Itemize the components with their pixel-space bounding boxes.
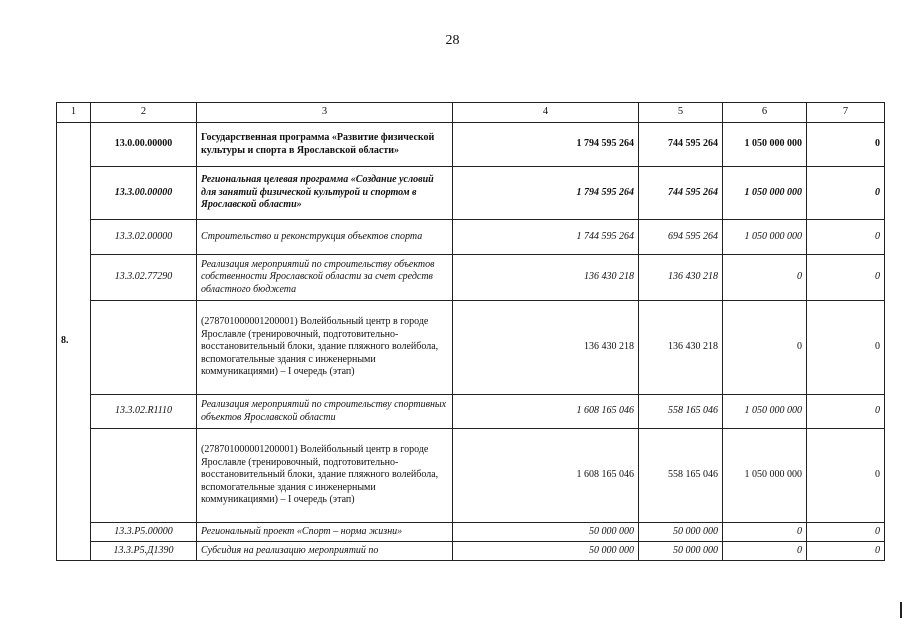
row-col5: 744 595 264 [639, 167, 723, 220]
row-col7: 0 [807, 255, 885, 301]
table-row [57, 395, 885, 429]
table-row [57, 301, 885, 395]
row-name: Государственная программа «Развитие физической культуры и спорта в Ярославской области» [197, 123, 453, 167]
col-header-4: 4 [453, 103, 639, 123]
row-name: Строительство и реконструкция объектов спорта [197, 220, 453, 255]
row-name: Региональный проект «Спорт – норма жизни» [197, 523, 453, 542]
row-col6: 0 [723, 301, 807, 395]
row-col6: 1 050 000 000 [723, 167, 807, 220]
row-code: 13.3.P5.00000 [91, 523, 197, 542]
header-row [57, 103, 885, 123]
row-col6: 0 [723, 542, 807, 561]
table-row [57, 429, 885, 523]
row-col5: 136 430 218 [639, 301, 723, 395]
row-code [91, 301, 197, 395]
row-name: Субсидия на реализацию мероприятий по [197, 542, 453, 561]
page-number: 28 [445, 33, 460, 48]
row-code: 13.3.02.R1110 [91, 395, 197, 429]
row-col6: 1 050 000 000 [723, 395, 807, 429]
table-row [57, 167, 885, 220]
row-col5: 694 595 264 [639, 220, 723, 255]
row-col6: 0 [723, 255, 807, 301]
table-row [57, 523, 885, 542]
row-code: 13.0.00.00000 [91, 123, 197, 167]
row-col4: 1 794 595 264 [453, 123, 639, 167]
row-col5: 50 000 000 [639, 542, 723, 561]
margin-mark [900, 602, 902, 618]
table-row [57, 123, 885, 167]
row-col6: 0 [723, 523, 807, 542]
col-header-7: 7 [807, 103, 885, 123]
table-row [57, 220, 885, 255]
row-name: (278701000001200001) Волейбольный центр в городе Ярославле (тренировочный, подготовительно-восстановительный блоки, здание пляжного волейбола, вспомогательные здания с инженерными коммуникациями) – I очередь (этап) [197, 429, 453, 523]
row-code: 13.3.P5.Д1390 [91, 542, 197, 561]
row-code: 13.3.00.00000 [91, 167, 197, 220]
row-col6: 1 050 000 000 [723, 429, 807, 523]
row-col4: 136 430 218 [453, 301, 639, 395]
row-col4: 1 744 595 264 [453, 220, 639, 255]
row-col4: 50 000 000 [453, 542, 639, 561]
section-number: 8. [57, 123, 91, 561]
row-col6: 1 050 000 000 [723, 220, 807, 255]
row-col5: 744 595 264 [639, 123, 723, 167]
row-col7: 0 [807, 220, 885, 255]
budget-table [56, 102, 885, 561]
row-col4: 1 794 595 264 [453, 167, 639, 220]
col-header-5: 5 [639, 103, 723, 123]
row-col7: 0 [807, 542, 885, 561]
row-name: Региональная целевая программа «Создание условий для занятий физической культурой и спортом в Ярославской области» [197, 167, 453, 220]
col-header-2: 2 [91, 103, 197, 123]
col-header-6: 6 [723, 103, 807, 123]
row-code: 13.3.02.77290 [91, 255, 197, 301]
row-col7: 0 [807, 429, 885, 523]
row-col4: 1 608 165 046 [453, 395, 639, 429]
row-col7: 0 [807, 167, 885, 220]
table-row [57, 255, 885, 301]
row-code [91, 429, 197, 523]
row-col7: 0 [807, 301, 885, 395]
row-col5: 136 430 218 [639, 255, 723, 301]
row-col6: 1 050 000 000 [723, 123, 807, 167]
row-col7: 0 [807, 395, 885, 429]
row-code: 13.3.02.00000 [91, 220, 197, 255]
row-col4: 136 430 218 [453, 255, 639, 301]
row-col7: 0 [807, 523, 885, 542]
row-col4: 50 000 000 [453, 523, 639, 542]
col-header-3: 3 [197, 103, 453, 123]
col-header-1: 1 [57, 103, 91, 123]
row-col5: 558 165 046 [639, 395, 723, 429]
row-col5: 50 000 000 [639, 523, 723, 542]
row-name: Реализация мероприятий по строительству объектов собственности Ярославской области за счет средств областного бюджета [197, 255, 453, 301]
row-name: (278701000001200001) Волейбольный центр в городе Ярославле (тренировочный, подготовительно-восстановительный блоки, здание пляжного волейбола, вспомогательные здания с инженерными коммуникациями) – I очередь (этап) [197, 301, 453, 395]
row-name: Реализация мероприятий по строительству спортивных объектов Ярославской области [197, 395, 453, 429]
row-col7: 0 [807, 123, 885, 167]
row-col4: 1 608 165 046 [453, 429, 639, 523]
row-col5: 558 165 046 [639, 429, 723, 523]
table-row [57, 542, 885, 561]
